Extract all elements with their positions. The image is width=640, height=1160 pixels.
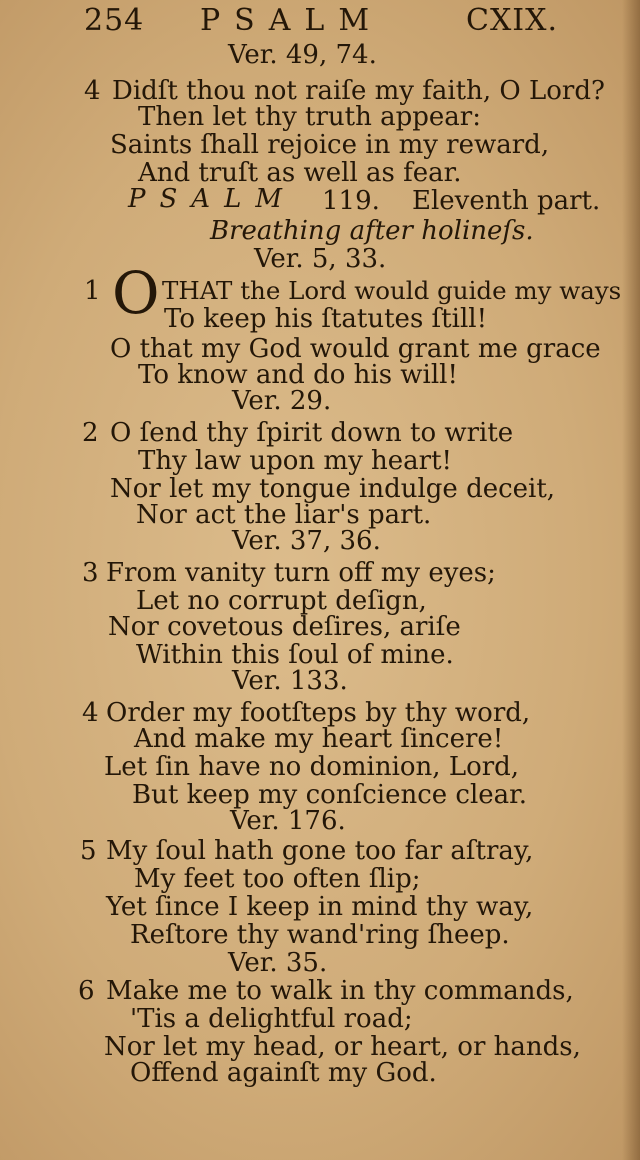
verse-line: But keep my conſcience clear. xyxy=(132,780,528,810)
verse-line: Nor let my head, or heart, or hands, xyxy=(104,1032,581,1062)
verse-reference: Ver. 5, 33. xyxy=(254,244,387,274)
verse-line: Order my footſteps by thy word, xyxy=(106,698,531,728)
verse-line: To know and do his will! xyxy=(138,360,458,390)
psalm-numeral: CXIX. xyxy=(466,3,559,38)
verse-line: Nor covetous deſires, ariſe xyxy=(108,612,461,642)
page-number: 254 xyxy=(84,3,145,38)
verse-reference: Ver. 35. xyxy=(228,948,328,978)
verse-line: And make my heart ſincere! xyxy=(134,724,504,754)
verse-line: O that my God would grant me grace xyxy=(110,334,601,364)
verse-reference: Ver. 49, 74. xyxy=(228,40,377,70)
verse-line: Offend againſt my God. xyxy=(130,1058,437,1088)
verse-line: My ſoul hath gone too far aſtray, xyxy=(106,836,534,866)
verse-line: O ſend thy ſpirit down to write xyxy=(110,418,514,448)
verse-line: To keep his ſtatutes ſtill! xyxy=(164,304,488,334)
part-heading-title: Eleventh part. xyxy=(412,186,601,216)
verse-line: Within this ſoul of mine. xyxy=(136,640,454,670)
verse-reference: Ver. 176. xyxy=(230,806,346,836)
verse-line: Saints ſhall rejoice in my reward, xyxy=(110,130,550,160)
verse-line: And truſt as well as fear. xyxy=(138,158,462,188)
stanza-number: 2 xyxy=(82,418,99,448)
running-title: PSALM xyxy=(200,3,384,38)
verse-reference: Ver. 133. xyxy=(232,666,348,696)
part-heading-psalm: PSALM xyxy=(128,184,296,214)
part-subtitle: Breathing after holineſs. xyxy=(210,216,534,246)
verse-line: Thy law upon my heart! xyxy=(138,446,452,476)
verse-line: THAT the Lord would guide my ways xyxy=(162,276,622,305)
verse-line: Reſtore thy wand'ring ſheep. xyxy=(130,920,510,950)
stanza-number: 4 xyxy=(84,76,101,106)
verse-line: Let no corrupt deſign, xyxy=(136,586,427,616)
verse-line: Make me to walk in thy commands, xyxy=(106,976,574,1006)
page-edge-shadow xyxy=(622,0,640,1160)
verse-line: Let ſin have no dominion, Lord, xyxy=(104,752,520,782)
stanza-number: 3 xyxy=(82,558,99,588)
stanza-number: 1 xyxy=(84,276,101,306)
stanza-number: 4 xyxy=(82,698,99,728)
verse-reference: Ver. 37, 36. xyxy=(232,526,381,556)
verse-line: Nor act the liar's part. xyxy=(136,500,432,530)
verse-line: My feet too often ſlip; xyxy=(134,864,421,894)
stanza-number: 5 xyxy=(80,836,97,866)
verse-line: Yet ſince I keep in mind thy way, xyxy=(106,892,534,922)
part-heading-number: 119. xyxy=(322,186,380,216)
verse-line: Then let thy truth appear: xyxy=(138,102,481,132)
stanza-number: 6 xyxy=(78,976,95,1006)
verse-line: From vanity turn off my eyes; xyxy=(106,558,496,588)
drop-cap: O xyxy=(112,259,160,327)
verse-line: Didſt thou not raiſe my faith, O Lord? xyxy=(112,76,605,106)
verse-reference: Ver. 29. xyxy=(232,386,332,416)
verse-line: 'Tis a delightful road; xyxy=(130,1004,413,1034)
verse-line: Nor let my tongue indulge deceit, xyxy=(110,474,556,504)
